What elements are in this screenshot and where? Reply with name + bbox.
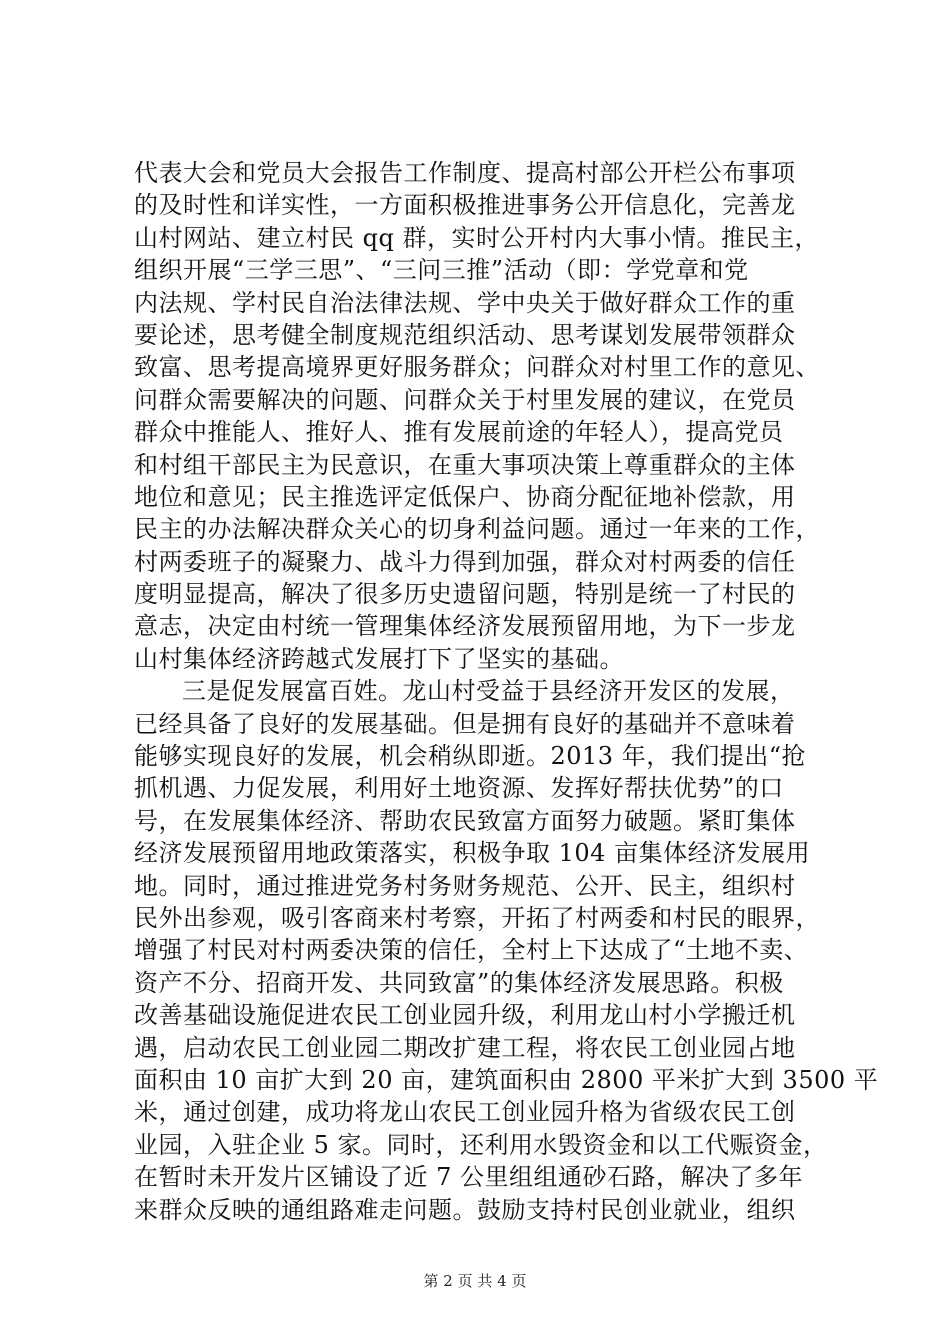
text-line: 已经具备了良好的发展基础。但是拥有良好的基础并不意味着 bbox=[134, 709, 796, 738]
text-line: 米，通过创建，成功将龙山农民工创业园升格为省级农民工创 bbox=[134, 1098, 796, 1127]
text-line: 在暂时未开发片区铺设了近 7 公里组组通砂石路，解决了多年 bbox=[134, 1163, 804, 1192]
text-line: 地。同时，通过推进党务村务财务规范、公开、民主，组织村 bbox=[134, 871, 796, 900]
text-line: 民外出参观，吸引客商来村考察，开拓了村两委和村民的眼界， bbox=[134, 903, 820, 932]
text-line: 面积由 10 亩扩大到 20 亩，建筑面积由 2800 平米扩大到 3500 平 bbox=[134, 1065, 879, 1094]
text-line: 业园，入驻企业 5 家。同时，还利用水毁资金和以工代赈资金， bbox=[134, 1130, 828, 1159]
text-line: 问群众需要解决的问题、问群众关于村里发展的建议，在党员 bbox=[134, 385, 796, 414]
text-line: 经济发展预留用地政策落实，积极争取 104 亩集体经济发展用 bbox=[134, 839, 811, 868]
text-line: 意志，决定由村统一管理集体经济发展预留用地，为下一步龙 bbox=[134, 612, 796, 641]
text-line: 改善基础设施促进农民工创业园升级，利用龙山村小学搬迁机 bbox=[134, 1001, 796, 1030]
text-line: 抓机遇、力促发展，利用好土地资源、发挥好帮扶优势”的口 bbox=[134, 774, 784, 803]
text-line: 山村集体经济跨越式发展打下了坚实的基础。 bbox=[134, 644, 624, 673]
text-line: 遇，启动农民工创业园二期改扩建工程，将农民工创业园占地 bbox=[134, 1033, 796, 1062]
text-line: 代表大会和党员大会报告工作制度、提高村部公开栏公布事项 bbox=[134, 159, 796, 187]
text-line: 地位和意见；民主推选评定低保户、协商分配征地补偿款，用 bbox=[134, 482, 796, 511]
text-line: 致富、思考提高境界更好服务群众；问群众对村里工作的意见、 bbox=[134, 353, 820, 382]
text-line: 号，在发展集体经济、帮助农民致富方面努力破题。紧盯集体 bbox=[134, 806, 796, 835]
text-line: 内法规、学村民自治法律法规、学中央关于做好群众工作的重 bbox=[134, 288, 796, 317]
page-number-footer: 第 2 页 共 4 页 bbox=[423, 1272, 527, 1290]
text-line: 民主的办法解决群众关心的切身利益问题。通过一年来的工作， bbox=[134, 515, 820, 544]
text-line: 能够实现良好的发展，机会稍纵即逝。2013 年，我们提出“抢 bbox=[134, 742, 806, 771]
text-line: 群众中推能人、推好人、推有发展前途的年轻人），提高党员 bbox=[134, 418, 784, 447]
paragraph-start-line: 三是促发展富百姓。龙山村受益于县经济开发区的发展， bbox=[182, 677, 795, 706]
text-line: 度明显提高，解决了很多历史遗留问题，特别是统一了村民的 bbox=[134, 580, 796, 609]
text-line: 组织开展“三学三思”、“三问三推”活动（即：学党章和党 bbox=[134, 256, 749, 285]
text-line: 村两委班子的凝聚力、战斗力得到加强，群众对村两委的信任 bbox=[134, 547, 796, 576]
text-line: 要论述，思考健全制度规范组织活动、思考谋划发展带领群众 bbox=[134, 320, 796, 349]
text-line: 资产不分、招商开发、共同致富”的集体经济发展思路。积极 bbox=[134, 968, 784, 997]
text-line: 来群众反映的通组路难走问题。鼓励支持村民创业就业，组织 bbox=[134, 1195, 796, 1224]
text-line: 山村网站、建立村民 qq 群，实时公开村内大事小情。推民主， bbox=[134, 223, 819, 252]
text-line: 和村组干部民主为民意识，在重大事项决策上尊重群众的主体 bbox=[134, 450, 796, 479]
text-line: 增强了村民对村两委决策的信任，全村上下达成了“土地不卖、 bbox=[134, 936, 809, 965]
text-line: 的及时性和详实性，一方面积极推进事务公开信息化，完善龙 bbox=[134, 191, 796, 220]
body-text bbox=[134, 157, 879, 1226]
